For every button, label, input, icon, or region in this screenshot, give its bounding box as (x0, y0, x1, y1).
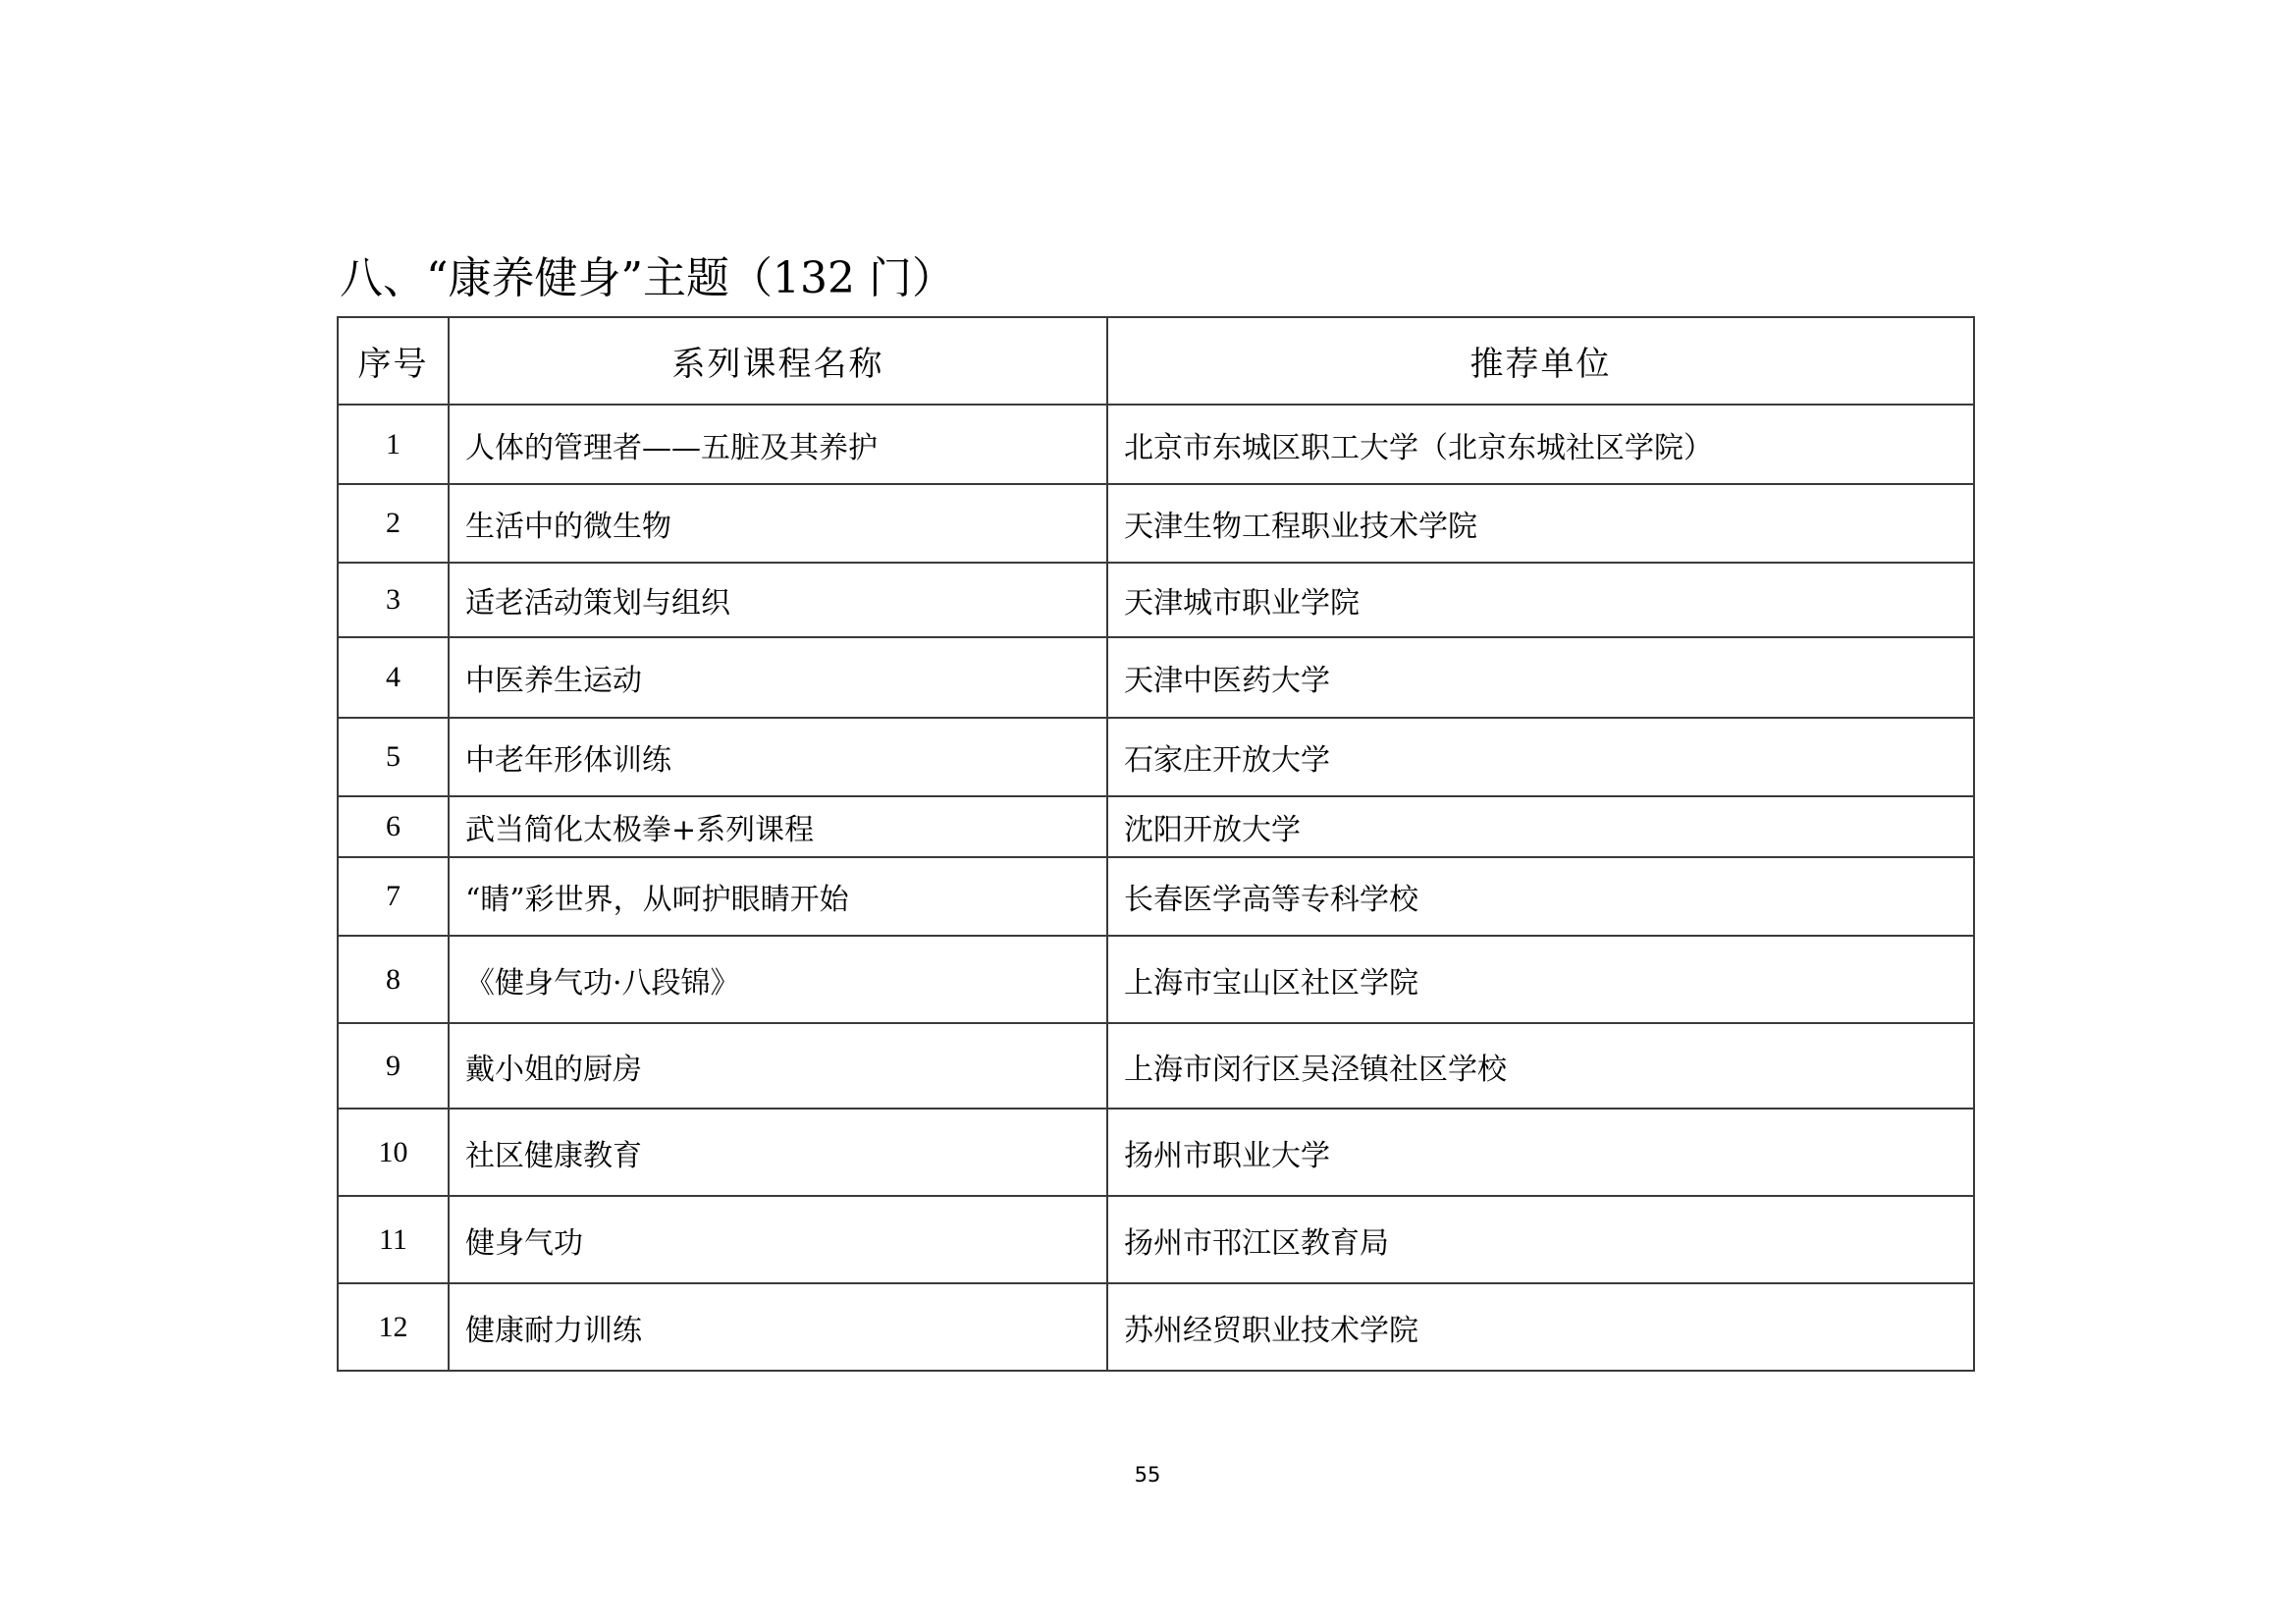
recommending-unit: 天津城市职业学院 (1107, 563, 1974, 637)
recommending-unit: 沈阳开放大学 (1107, 796, 1974, 857)
table-row (338, 637, 1974, 718)
row-number: 9 (338, 1023, 449, 1109)
section-title: 八、“康养健身”主题（132 门） (340, 253, 955, 303)
course-name: 戴小姐的厨房 (449, 1023, 1107, 1109)
course-name: 健康耐力训练 (449, 1283, 1107, 1371)
course-name: 中医养生运动 (449, 637, 1107, 718)
row-number: 8 (338, 936, 449, 1023)
row-number: 2 (338, 484, 449, 563)
row-number: 6 (338, 796, 449, 857)
row-number: 4 (338, 637, 449, 718)
recommending-unit: 长春医学高等专科学校 (1107, 857, 1974, 936)
course-name: 中老年形体训练 (449, 718, 1107, 796)
course-name: “睛”彩世界，从呵护眼睛开始 (449, 857, 1107, 936)
course-name: 生活中的微生物 (449, 484, 1107, 563)
table-header-row (338, 317, 1974, 405)
row-number: 7 (338, 857, 449, 936)
recommending-unit: 上海市宝山区社区学院 (1107, 936, 1974, 1023)
course-name: 社区健康教育 (449, 1109, 1107, 1196)
recommending-unit: 石家庄开放大学 (1107, 718, 1974, 796)
table-row (338, 1023, 1974, 1109)
course-name: 健身气功 (449, 1196, 1107, 1283)
table-row (338, 563, 1974, 637)
row-number: 3 (338, 563, 449, 637)
recommending-unit: 苏州经贸职业技术学院 (1107, 1283, 1974, 1371)
row-number: 1 (338, 405, 449, 484)
recommending-unit: 扬州市邗江区教育局 (1107, 1196, 1974, 1283)
recommending-unit: 北京市东城区职工大学（北京东城社区学院） (1107, 405, 1974, 484)
row-number: 10 (338, 1109, 449, 1196)
table-row (338, 1283, 1974, 1371)
course-name: 《健身气功·八段锦》 (449, 936, 1107, 1023)
table-row (338, 484, 1974, 563)
row-number: 11 (338, 1196, 449, 1283)
page-number: 55 (1134, 1463, 1161, 1487)
header-recommending-unit: 推荐单位 (1107, 317, 1974, 405)
table-row (338, 936, 1974, 1023)
table-row (338, 1109, 1974, 1196)
course-name: 武当简化太极拳+系列课程 (449, 796, 1107, 857)
table-row (338, 718, 1974, 796)
recommending-unit: 天津生物工程职业技术学院 (1107, 484, 1974, 563)
table-row (338, 857, 1974, 936)
table-row (338, 1196, 1974, 1283)
recommending-unit: 天津中医药大学 (1107, 637, 1974, 718)
header-course-name: 系列课程名称 (449, 317, 1107, 405)
recommending-unit: 扬州市职业大学 (1107, 1109, 1974, 1196)
course-table (337, 316, 1975, 1372)
course-name: 适老活动策划与组织 (449, 563, 1107, 637)
table-row (338, 796, 1974, 857)
course-name: 人体的管理者——五脏及其养护 (449, 405, 1107, 484)
recommending-unit: 上海市闵行区吴泾镇社区学校 (1107, 1023, 1974, 1109)
row-number: 12 (338, 1283, 449, 1371)
table-row (338, 405, 1974, 484)
header-num: 序号 (338, 317, 449, 405)
row-number: 5 (338, 718, 449, 796)
